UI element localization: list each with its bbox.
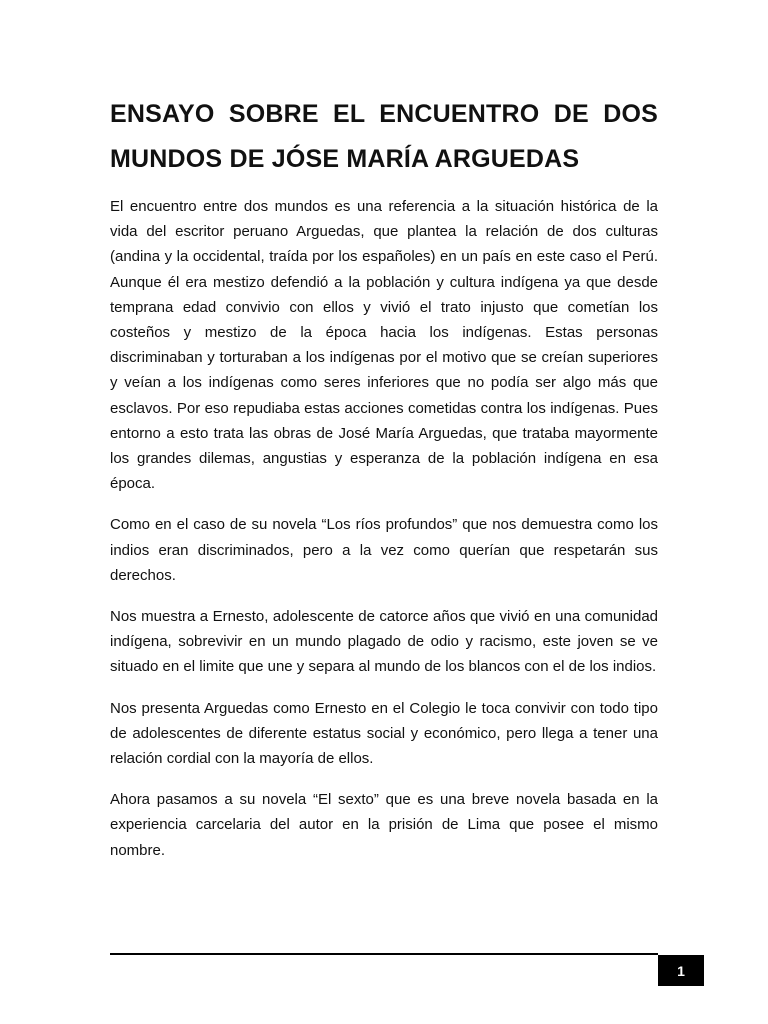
document-body: [110, 194, 658, 863]
footer-divider: [110, 953, 658, 955]
paragraph-2: Como en el caso de su novela “Los ríos profundos” que nos demuestra como los indios eran discriminados, pero a la vez como querían que respetarán sus derechos.: [110, 516, 658, 584]
document-title: ENSAYO SOBRE EL ENCUENTRO DE DOS MUNDOS DE JÓSE MARÍA ARGUEDAS: [110, 100, 658, 173]
paragraph-5: Ahora pasamos a su novela “El sexto” que es una breve novela basada en la experiencia carcelaria del autor en la prisión de Lima que posee el mismo nombre.: [110, 791, 658, 859]
paragraph-4: Nos presenta Arguedas como Ernesto en el Colegio le toca convivir con todo tipo de adolescentes de diferente estatus social y económico, pero llega a tener una relación cordial con la mayoría de ellos.: [110, 699, 658, 768]
document-page: [110, 92, 658, 879]
paragraph-3: Nos muestra a Ernesto, adolescente de catorce años que vivió en una comunidad indígena, sobrevivir en un mundo plagado de odio y racismo, este joven se ve situado en el limite que une y separa al mundo de los blancos con el de los indios.: [110, 608, 658, 676]
paragraph-1: El encuentro entre dos mundos es una referencia a la situación histórica de la vida del escritor peruano Arguedas, que plantea la relación de dos culturas (andina y la occidental, traída por los españoles) en un país en este caso el Perú. Aunque él era mestizo defendió a la población y cultura indígena ya que desde temprana edad convivio con ellos y vivió el trato injusto que cometían los costeños y mestizo de la época hacia los indígenas. Estas personas discriminaban y torturaban a los indígenas por el motivo que se creían superiores y veían a los indígenas como seres inferiores que no podía ser algo más que esclavos. Por eso repudiaba estas acciones cometidas contra los indígenas. Pues entorno a esto trata las obras de José María Arguedas, que trataba mayormente los grandes dilemas, angustias y esperanza de la población indígena en esa época.: [110, 198, 658, 493]
page-number-badge: 1: [658, 955, 704, 986]
